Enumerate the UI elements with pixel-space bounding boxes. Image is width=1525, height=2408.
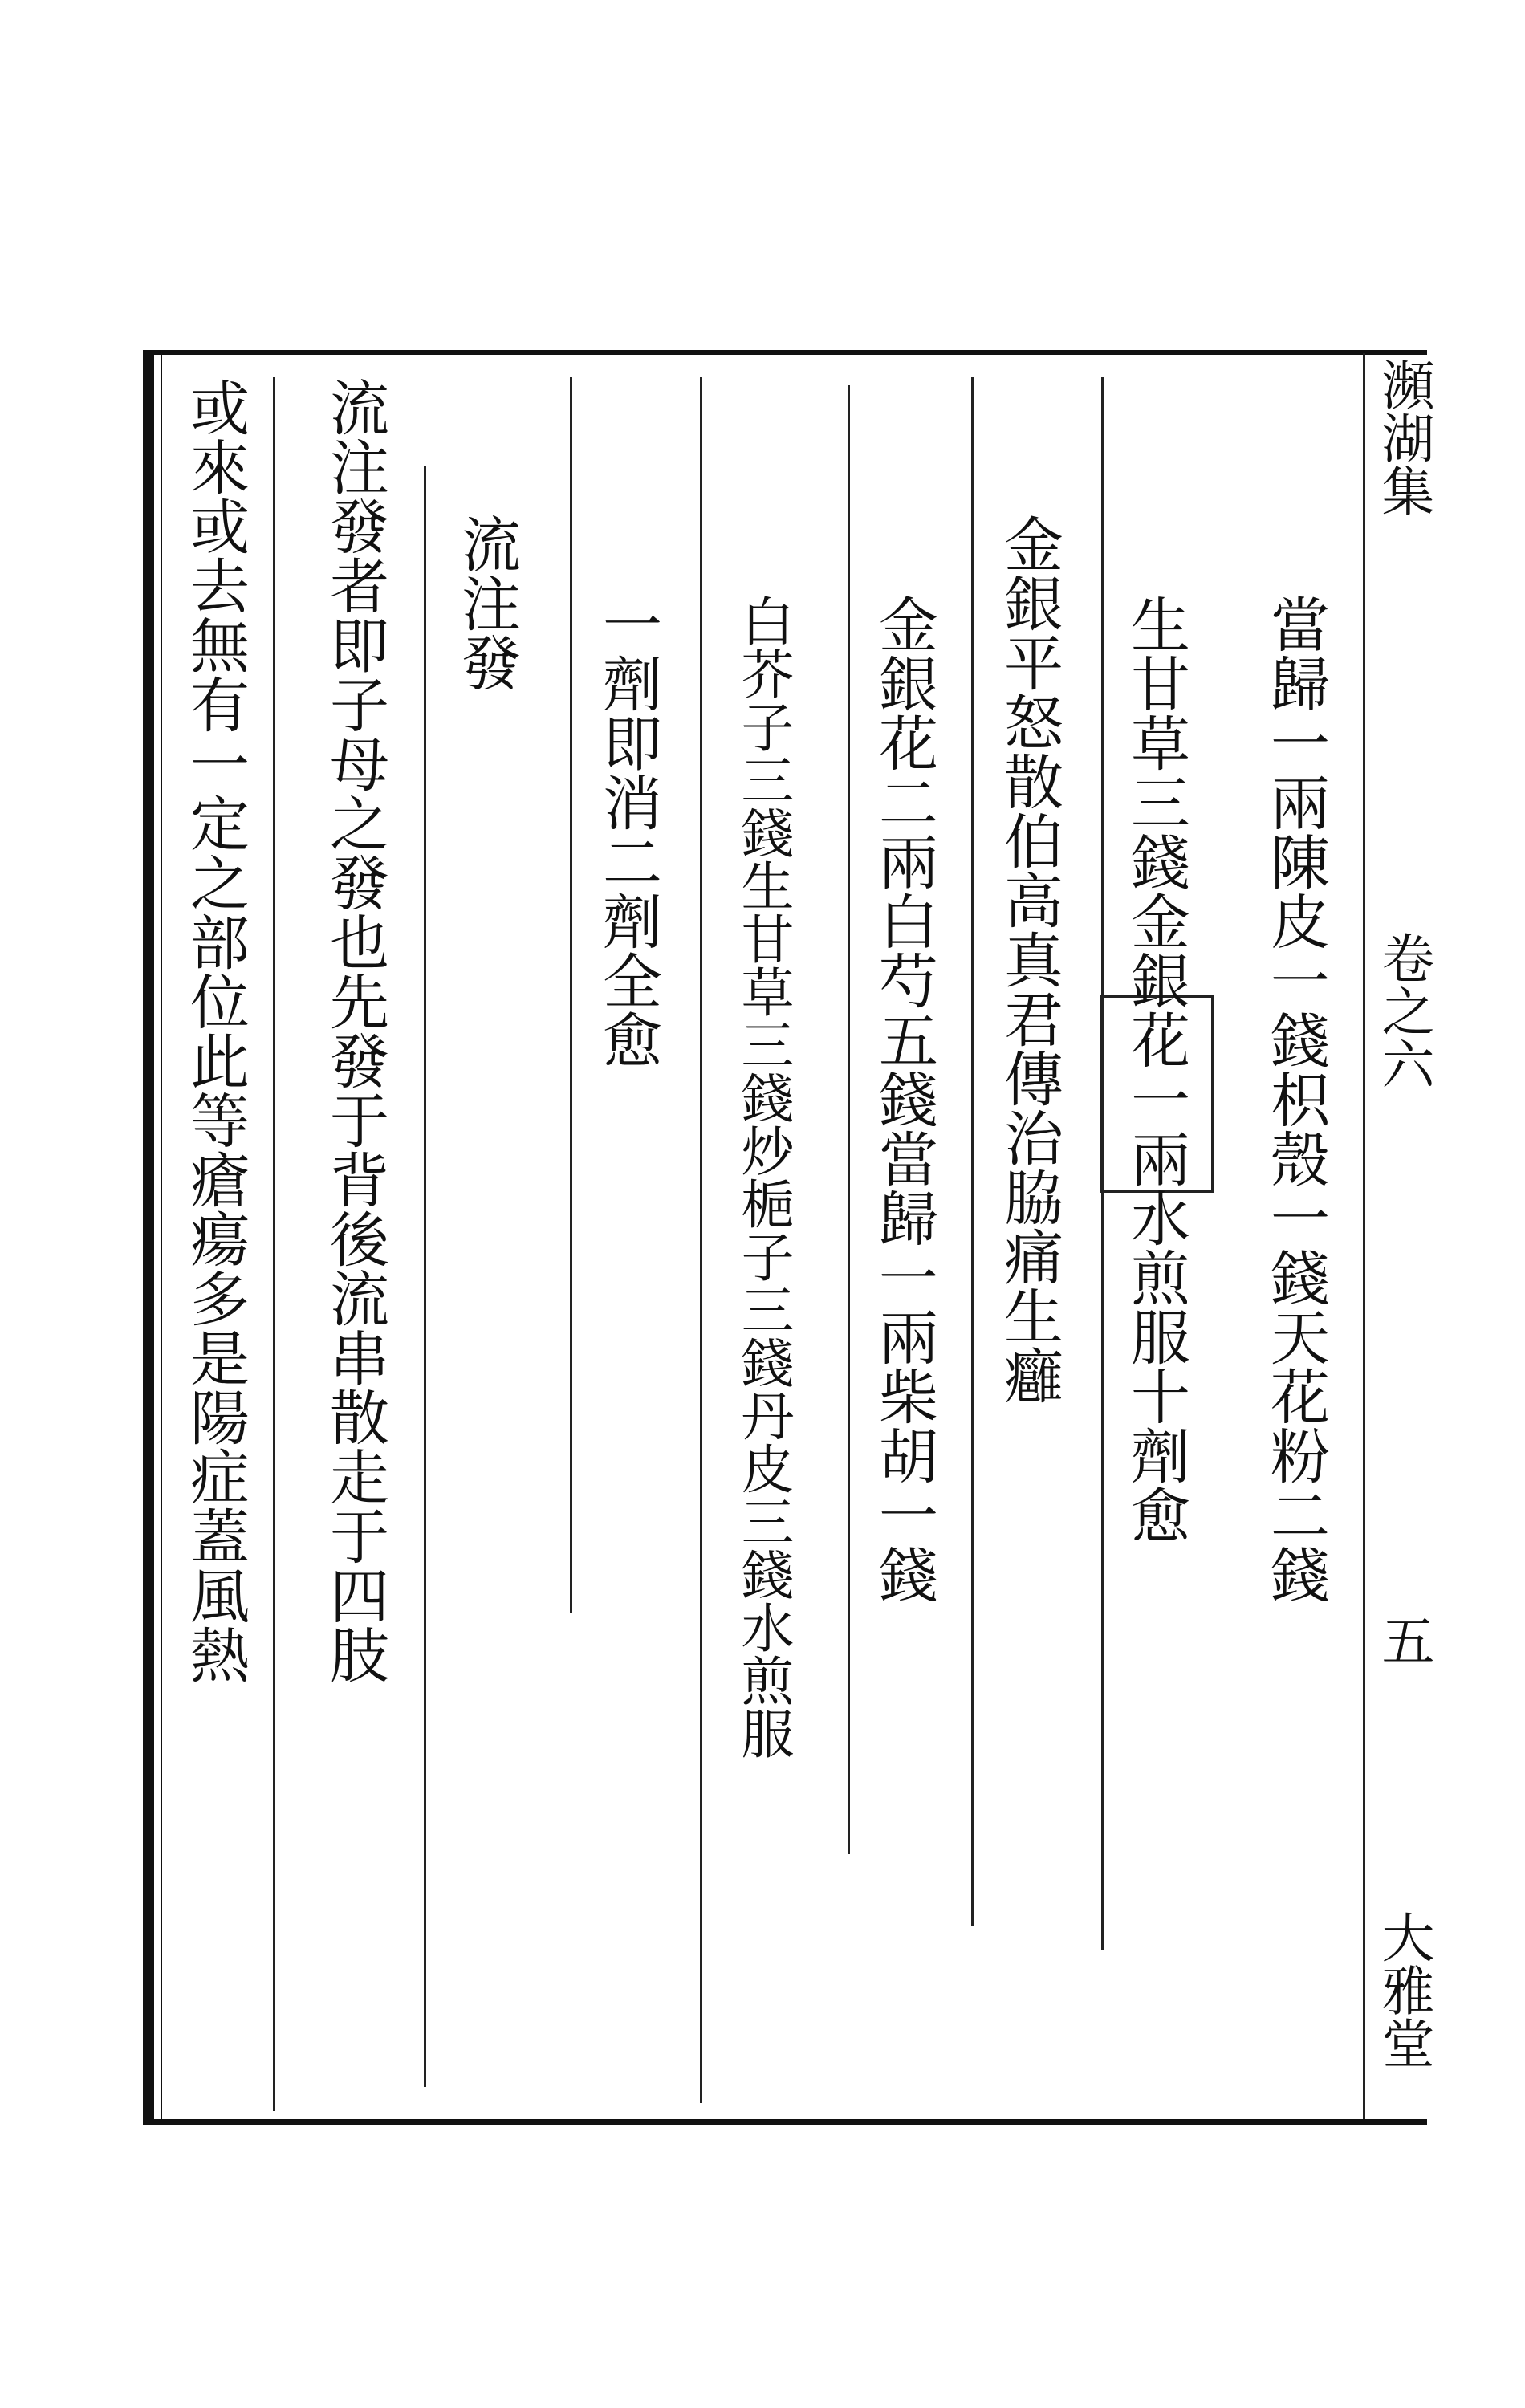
margin-publisher <box>1371 1910 1435 2069</box>
column-text: 或來或去無有一定之部位此等瘡瘍多是陽症蓋風熱 <box>181 377 250 1684</box>
text-column-9 <box>178 377 252 1684</box>
margin-chapter-text: 卷之六 <box>1372 931 1434 1090</box>
column-divider <box>971 377 974 1926</box>
text-column-6 <box>591 594 665 1069</box>
column-divider <box>273 377 275 2111</box>
column-divider <box>1363 353 1365 2119</box>
column-text: 白芥子三錢生甘草三錢炒梔子三錢丹皮三錢水煎服 <box>732 594 794 1759</box>
column-text: 當歸一兩陳皮一錢枳殼一錢天花粉二錢 <box>1261 594 1330 1604</box>
column-divider <box>424 466 426 2087</box>
column-text: 流注發者即子母之發也先發于背後流串散走于四肢 <box>320 377 389 1684</box>
column-text: 一劑即消二劑全愈 <box>593 594 662 1069</box>
column-text: 金銀平怒散伯高真君傳治脇痛生癰 <box>994 514 1063 1405</box>
text-column-4 <box>867 594 941 1604</box>
margin-chapter <box>1371 931 1435 1090</box>
text-column-8 <box>318 377 392 1684</box>
text-column-2 <box>1119 594 1193 1544</box>
column-divider <box>570 377 572 1613</box>
margin-publisher-text: 大雅堂 <box>1372 1910 1434 2069</box>
column-text: 生甘草三錢金銀花一兩水煎服十劑愈 <box>1121 594 1190 1544</box>
column-text: 金銀花二兩白芍五錢當歸一兩柴胡一錢 <box>869 594 938 1604</box>
margin-book-title <box>1371 358 1435 517</box>
text-column-1 <box>1259 594 1332 1604</box>
text-column-7 <box>449 514 523 692</box>
text-column-5 <box>726 594 799 1759</box>
text-column-3 <box>992 514 1066 1405</box>
margin-title-text: 瀕湖集 <box>1372 358 1434 517</box>
column-divider <box>700 377 702 2103</box>
column-heading: 流注發 <box>452 514 521 692</box>
margin-folio <box>1371 1613 1435 1666</box>
column-divider <box>848 385 850 1854</box>
margin-folio-text: 五 <box>1372 1613 1434 1666</box>
